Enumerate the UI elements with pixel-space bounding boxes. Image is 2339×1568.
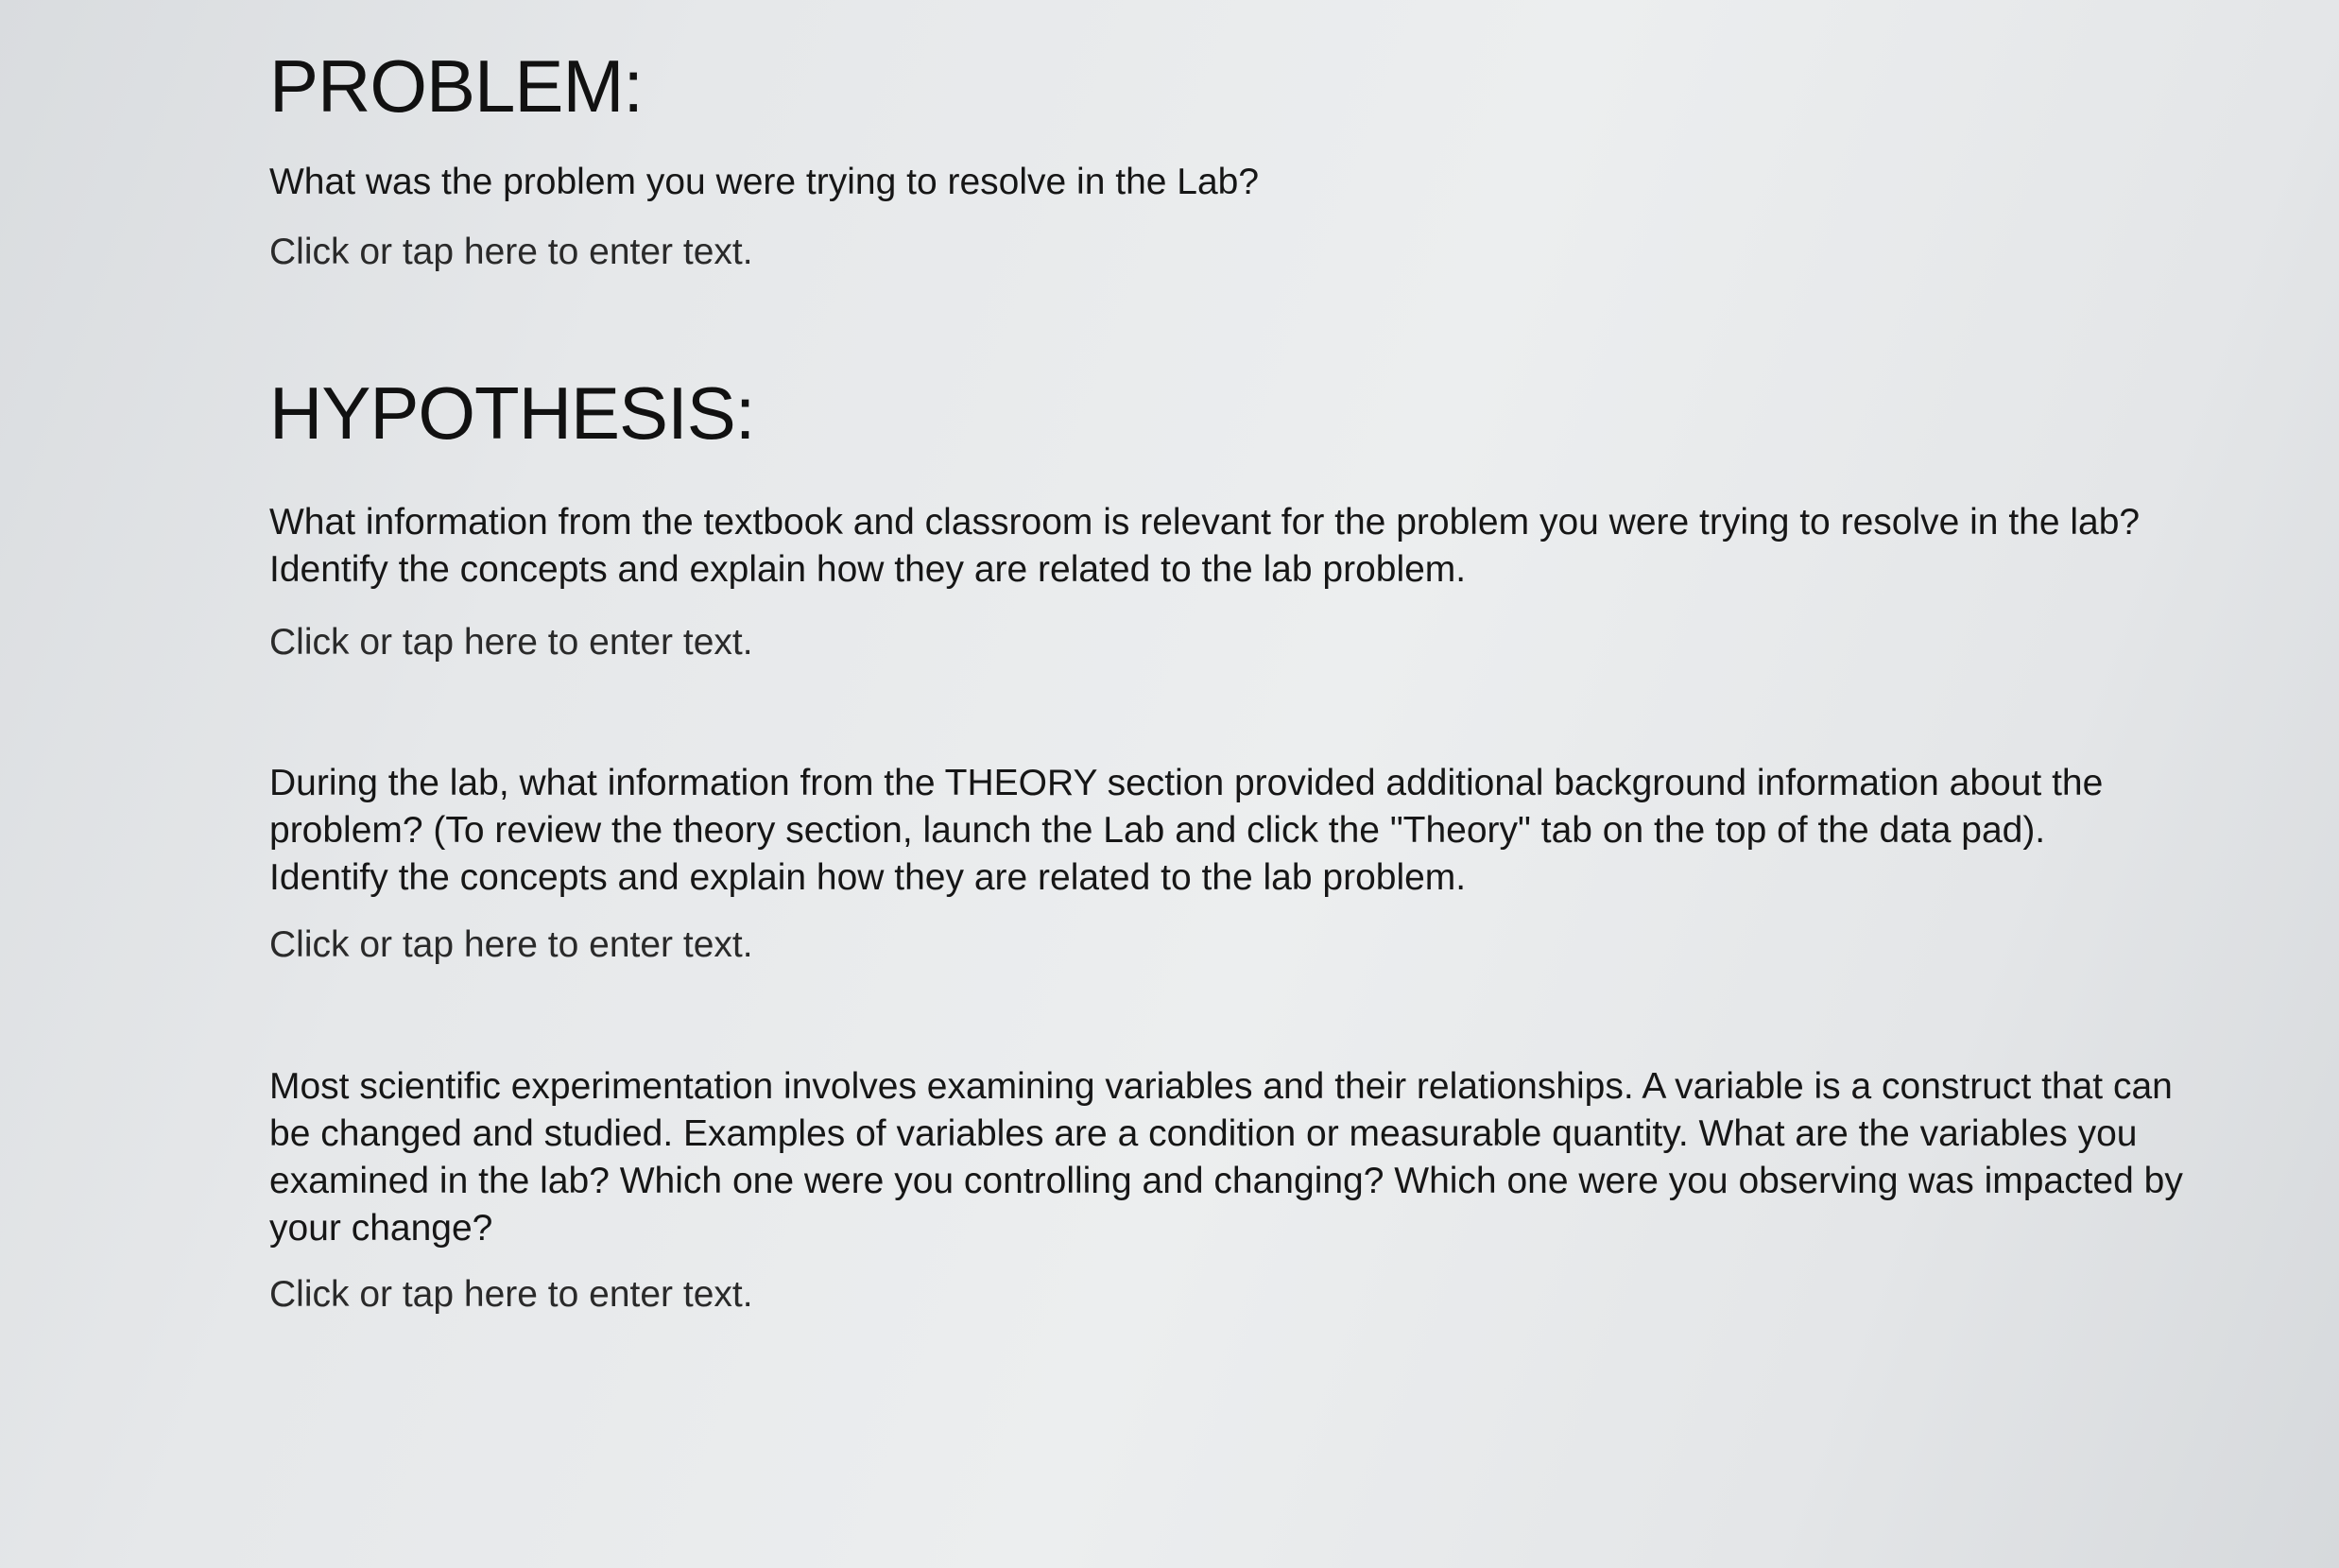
hypothesis-question-theory: During the lab, what information from the THEORY section provided additional background information about the problem? (To review the theory section, launch the Lab and click the "Theory" tab on the top of the data pad). Identify the concepts and explain how they are related to the lab problem. [269,763,2104,898]
hypothesis-question-variables: Most scientific experimentation involves examining variables and their relationships. A variable is a construct that can be changed and studied. Examples of variables are a condition or measurable quantity. What are the variables you examined in the lab? Which one were you controlling and changing? Which one were you observing was impacted by your change? [269,1066,2183,1249]
hypothesis-question-textbook: What information from the textbook and classroom is relevant for the problem you were trying to resolve in the lab? Identify the concepts and explain how they are related to the lab problem. [269,502,2141,590]
hypothesis-answer-field-variables[interactable]: Click or tap here to enter text. [269,1274,753,1315]
problem-heading: PROBLEM: [269,44,644,128]
problem-question: What was the problem you were trying to resolve in the Lab? [269,162,1260,202]
hypothesis-heading: HYPOTHESIS: [269,371,755,455]
problem-answer-field[interactable]: Click or tap here to enter text. [269,232,753,272]
hypothesis-answer-field-theory[interactable]: Click or tap here to enter text. [269,924,753,965]
hypothesis-answer-field-textbook[interactable]: Click or tap here to enter text. [269,622,753,663]
